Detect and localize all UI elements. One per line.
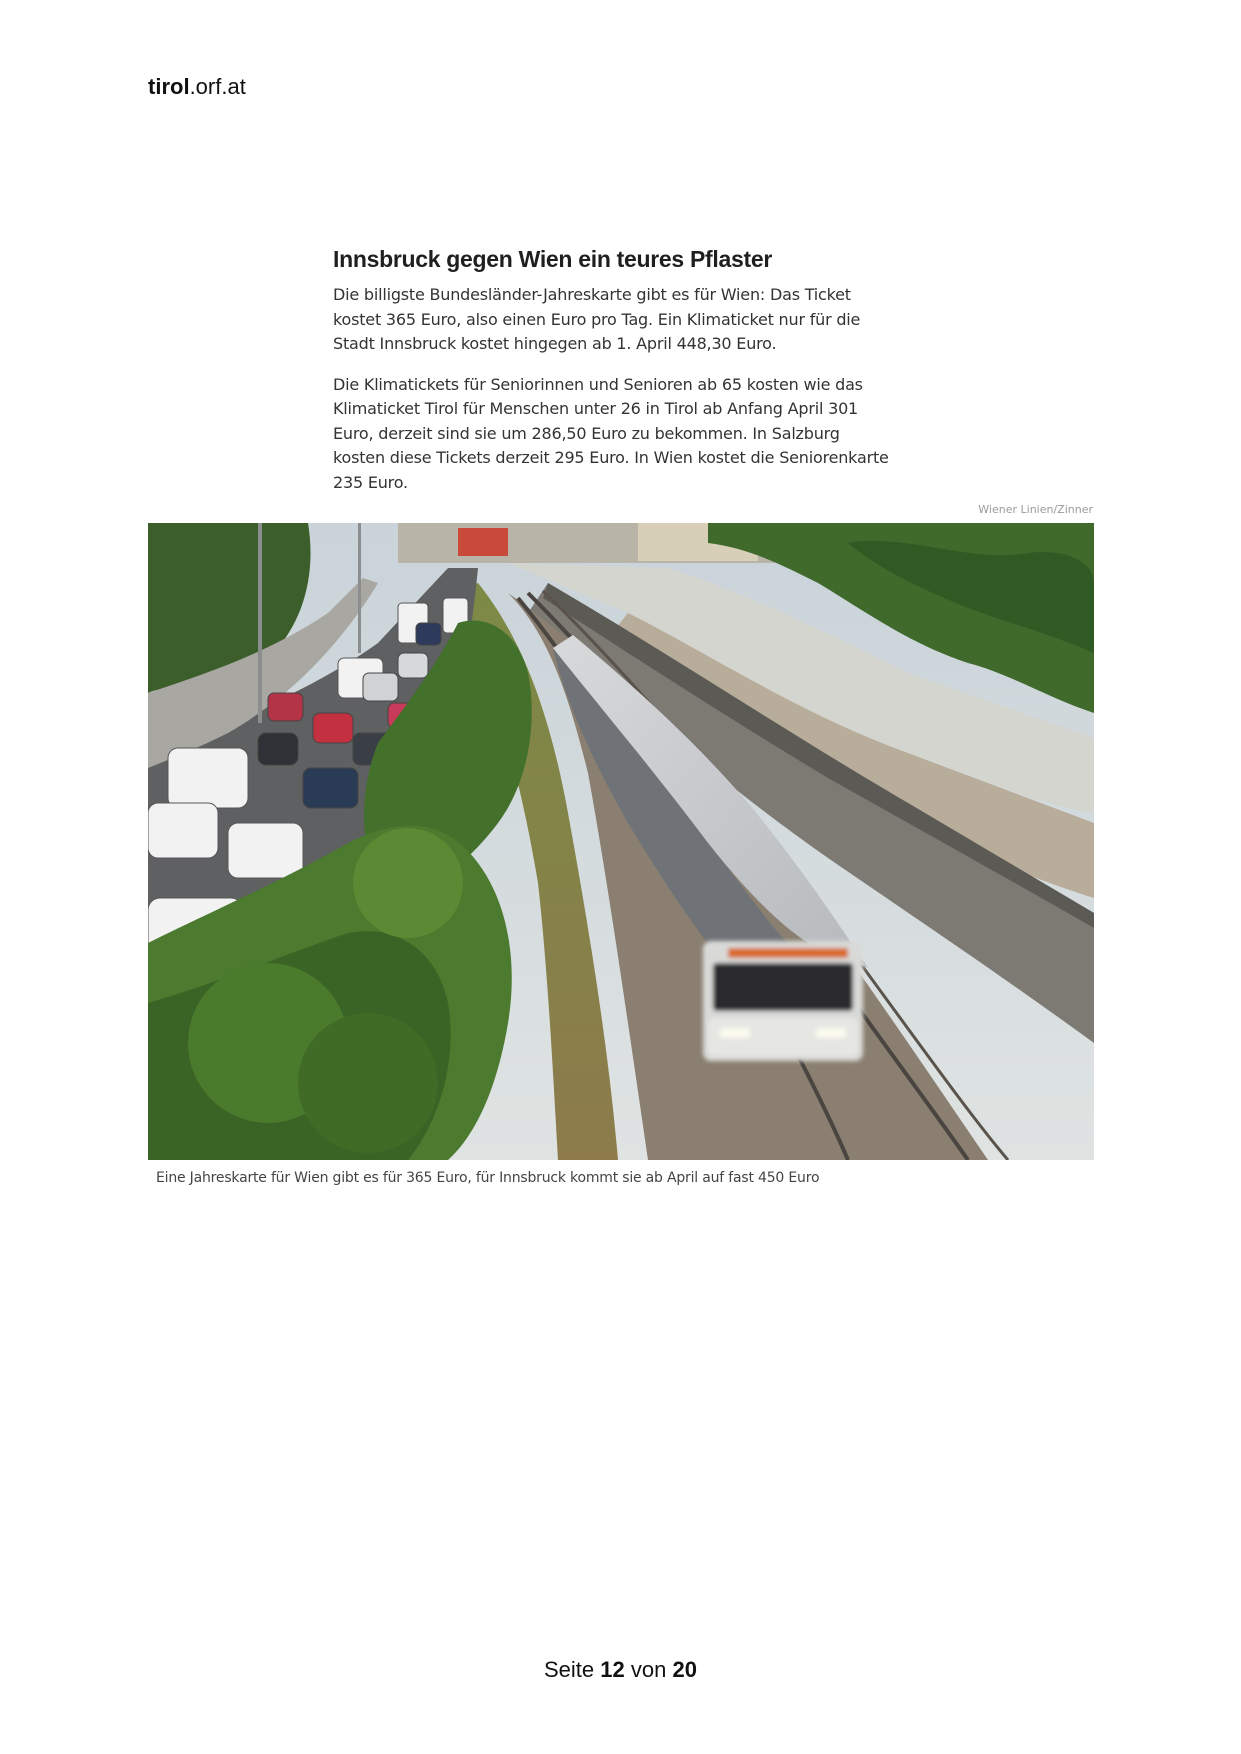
site-name-bold: tirol [148, 74, 190, 99]
article-paragraph: Die Klimatickets für Seniorinnen und Senioren ab 65 kosten wie das Klimaticket Tirol für Menschen unter 26 in Tirol ab Anfang April 301 Euro, derzeit sind sie um 286,50 Euro zu bekommen. In Salzburg kosten diese Tickets derzeit 295 Euro. In Wien kostet die Seniorenkarte 235 Euro. [333, 374, 889, 492]
page-total: 20 [672, 1657, 697, 1682]
site-header [148, 74, 246, 100]
article-paragraph: Die billigste Bundesländer-Jahreskarte gibt es für Wien: Das Ticket kostet 365 Euro, also einen Euro pro Tag. Ein Klimaticket nur für die Stadt Innsbruck kostet hingegen ab 1. April 448,30 Euro. [333, 285, 861, 353]
site-name-domain: .orf.at [189, 74, 246, 99]
article-photo [148, 523, 1094, 1160]
page-number: 12 [600, 1657, 625, 1682]
photo-caption: Eine Jahreskarte für Wien gibt es für 365 Euro, für Innsbruck kommt sie ab April auf fast 450 Euro [156, 1170, 820, 1186]
article-heading: Innsbruck gegen Wien ein teures Pflaster [333, 246, 772, 272]
page-footer-middle: von [630, 1657, 667, 1682]
article-section [333, 246, 893, 511]
page-footer [0, 1657, 1241, 1683]
photo-credit: Wiener Linien/Zinner [978, 503, 1093, 516]
page-footer-prefix: Seite [544, 1657, 595, 1682]
